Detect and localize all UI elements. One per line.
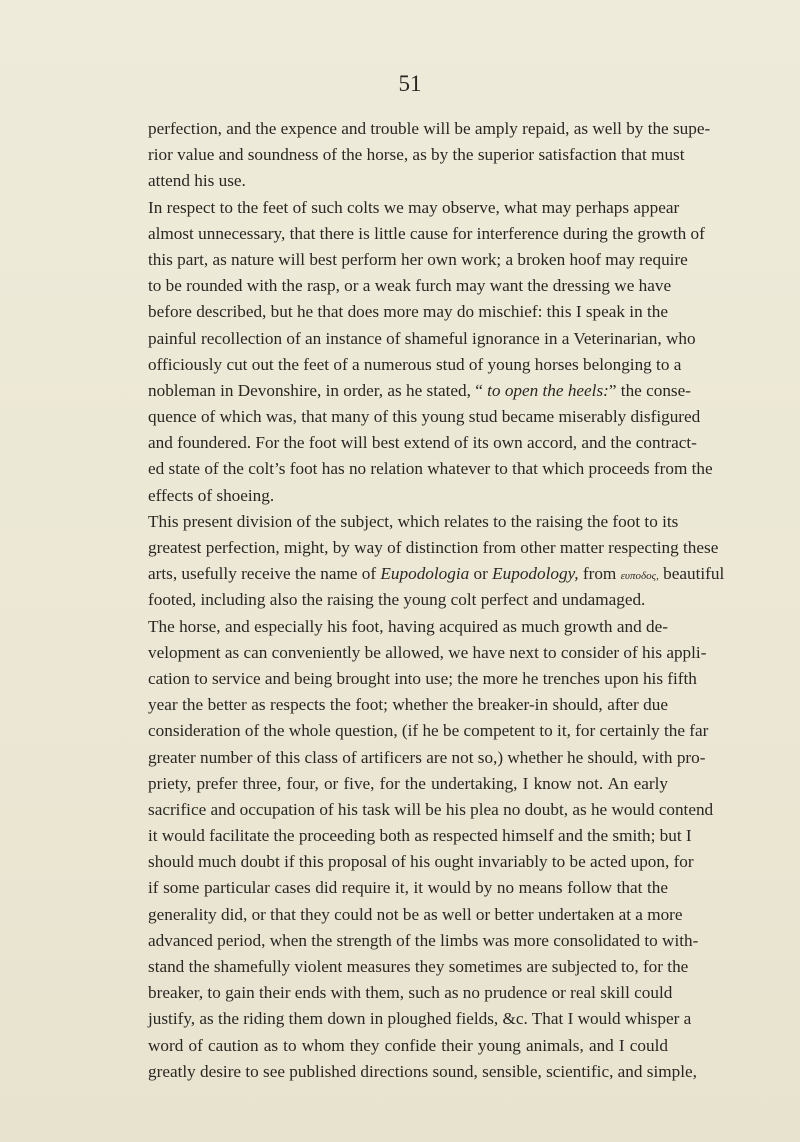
text-line bbox=[148, 352, 682, 378]
text-line bbox=[148, 640, 707, 666]
text-segment: advanced period, when the strength of the limbs was more consolidated to with- bbox=[148, 930, 699, 950]
text-line bbox=[148, 299, 668, 325]
text-line bbox=[148, 1033, 668, 1059]
text-segment: perfection, and the expence and trouble will be amply repaid, as well by the supe- bbox=[148, 119, 711, 138]
text-segment: consideration of the whole question, (if he be competent to it, for certainly the far bbox=[148, 721, 709, 741]
text-segment: footed, including also the raising the young colt perfect and undamaged. bbox=[148, 590, 646, 610]
text-segment: greatest perfection, might, by way of distinction from other matter respecting these bbox=[148, 538, 719, 557]
text-line bbox=[148, 902, 683, 928]
text-segment: from bbox=[578, 564, 621, 584]
text-segment: this part, as nature will best perform her own work; a broken hoof may require bbox=[148, 249, 688, 269]
text-line bbox=[148, 797, 714, 823]
text-line bbox=[148, 535, 719, 561]
text-line bbox=[148, 614, 668, 640]
text-segment: quence of which was, that many of this young stud became miserably disfigured bbox=[148, 407, 701, 427]
text-segment: attend his use. bbox=[148, 171, 246, 191]
text-segment: painful recollection of an instance of shameful ignorance in a Veterinarian, who bbox=[148, 328, 696, 348]
page-number: 51 bbox=[398, 71, 422, 96]
text-segment: almost unnecessary, that there is little cause for interference during the growth of bbox=[148, 223, 705, 243]
text-line bbox=[148, 142, 685, 168]
text-segment: arts, usefully receive the name of bbox=[148, 564, 381, 584]
greek-text: ευποδος, bbox=[620, 570, 659, 583]
text-line bbox=[148, 116, 711, 142]
text-segment: The horse, and especially his foot, having acquired as much growth and de- bbox=[148, 616, 668, 636]
text-segment: effects of shoeing. bbox=[148, 485, 275, 505]
text-line bbox=[148, 378, 691, 404]
text-segment: cation to service and being brought into use; the more he trenches upon his fifth bbox=[148, 668, 697, 688]
text-segment: ” the conse- bbox=[608, 380, 691, 400]
text-line bbox=[148, 718, 709, 744]
text-segment: sacrifice and occupation of his task will be his plea no doubt, as he would contend bbox=[148, 799, 714, 819]
italic-text: Eupodologia bbox=[380, 564, 470, 584]
text-line bbox=[148, 1006, 692, 1032]
text-segment: This present division of the subject, which relates to the raising the foot to its bbox=[148, 511, 679, 531]
text-segment: should much doubt if this proposal of his ought invariably to be acted upon, for bbox=[148, 852, 694, 872]
text-segment: beautiful bbox=[658, 564, 725, 584]
text-line bbox=[148, 456, 713, 482]
text-line bbox=[148, 692, 668, 718]
text-line bbox=[148, 404, 701, 430]
text-segment: officiously cut out the feet of a numerous stud of young horses belonging to a bbox=[148, 354, 682, 374]
text-segment: to be rounded with the rasp, or a weak furch may want the dressing we have bbox=[148, 276, 672, 296]
italic-text: Eupodology, bbox=[492, 564, 579, 584]
text-line bbox=[148, 823, 692, 849]
text-segment: nobleman in Devonshire, in order, as he stated, “ bbox=[148, 380, 488, 400]
text-segment: and foundered. For the foot will best extend of its own accord, and the contract- bbox=[148, 433, 697, 453]
text-line bbox=[148, 430, 697, 456]
text-line bbox=[148, 980, 673, 1006]
text-segment: or bbox=[469, 564, 493, 584]
text-segment: it would facilitate the proceeding both as respected himself and the smith; but I bbox=[148, 826, 692, 846]
text-line bbox=[148, 666, 697, 692]
text-line bbox=[148, 954, 689, 980]
text-segment: greatly desire to see published directions sound, sensible, scientific, and simple, bbox=[148, 1061, 697, 1081]
text-segment: generality did, or that they could not be as well or better undertaken at a more bbox=[148, 904, 683, 924]
text-segment: In respect to the feet of such colts we may observe, what may perhaps appear bbox=[148, 197, 680, 217]
text-segment: stand the shamefully violent measures they sometimes are subjected to, for the bbox=[148, 957, 689, 976]
text-segment: breaker, to gain their ends with them, such as no prudence or real skill could bbox=[148, 983, 673, 1003]
text-line bbox=[148, 745, 706, 771]
text-line bbox=[148, 1059, 697, 1085]
text-line bbox=[148, 326, 696, 352]
italic-text: to open the heels: bbox=[487, 380, 609, 400]
text-line bbox=[148, 875, 668, 901]
text-line bbox=[148, 587, 668, 613]
text-segment: ed state of the colt’s foot has no relation whatever to that which proceeds from the bbox=[148, 459, 713, 479]
text-line bbox=[148, 221, 705, 247]
text-line bbox=[148, 928, 699, 954]
text-segment: rior value and soundness of the horse, as by the superior satisfaction that must bbox=[148, 145, 685, 165]
text-segment: before described, but he that does more may do mischief: this I speak in the bbox=[148, 302, 668, 322]
text-line bbox=[148, 849, 694, 875]
text-segment: justify, as the riding them down in ploughed fields, &c. That I would whisper a bbox=[148, 1009, 692, 1029]
text-segment: year the better as respects the foot; whether the breaker-in should, after due bbox=[148, 695, 668, 715]
text-line bbox=[148, 483, 668, 509]
text-segment: if some particular cases did require it, it would by no means follow that the bbox=[148, 878, 668, 898]
text-line bbox=[148, 561, 725, 587]
text-line bbox=[148, 771, 668, 797]
text-segment: priety, prefer three, four, or five, for the undertaking, I know not. An early bbox=[148, 773, 668, 793]
text-segment: word of caution as to whom they confide their young animals, and I could bbox=[148, 1035, 668, 1055]
text-line bbox=[148, 509, 679, 535]
body-text bbox=[148, 116, 725, 1085]
text-segment: greater number of this class of artificers are not so,) whether he should, with pro- bbox=[148, 747, 706, 767]
text-segment: velopment as can conveniently be allowed, we have next to consider of his appli- bbox=[148, 642, 707, 662]
text-line bbox=[148, 273, 672, 299]
text-line bbox=[148, 247, 688, 273]
text-line bbox=[148, 168, 668, 194]
text-line bbox=[148, 195, 680, 221]
